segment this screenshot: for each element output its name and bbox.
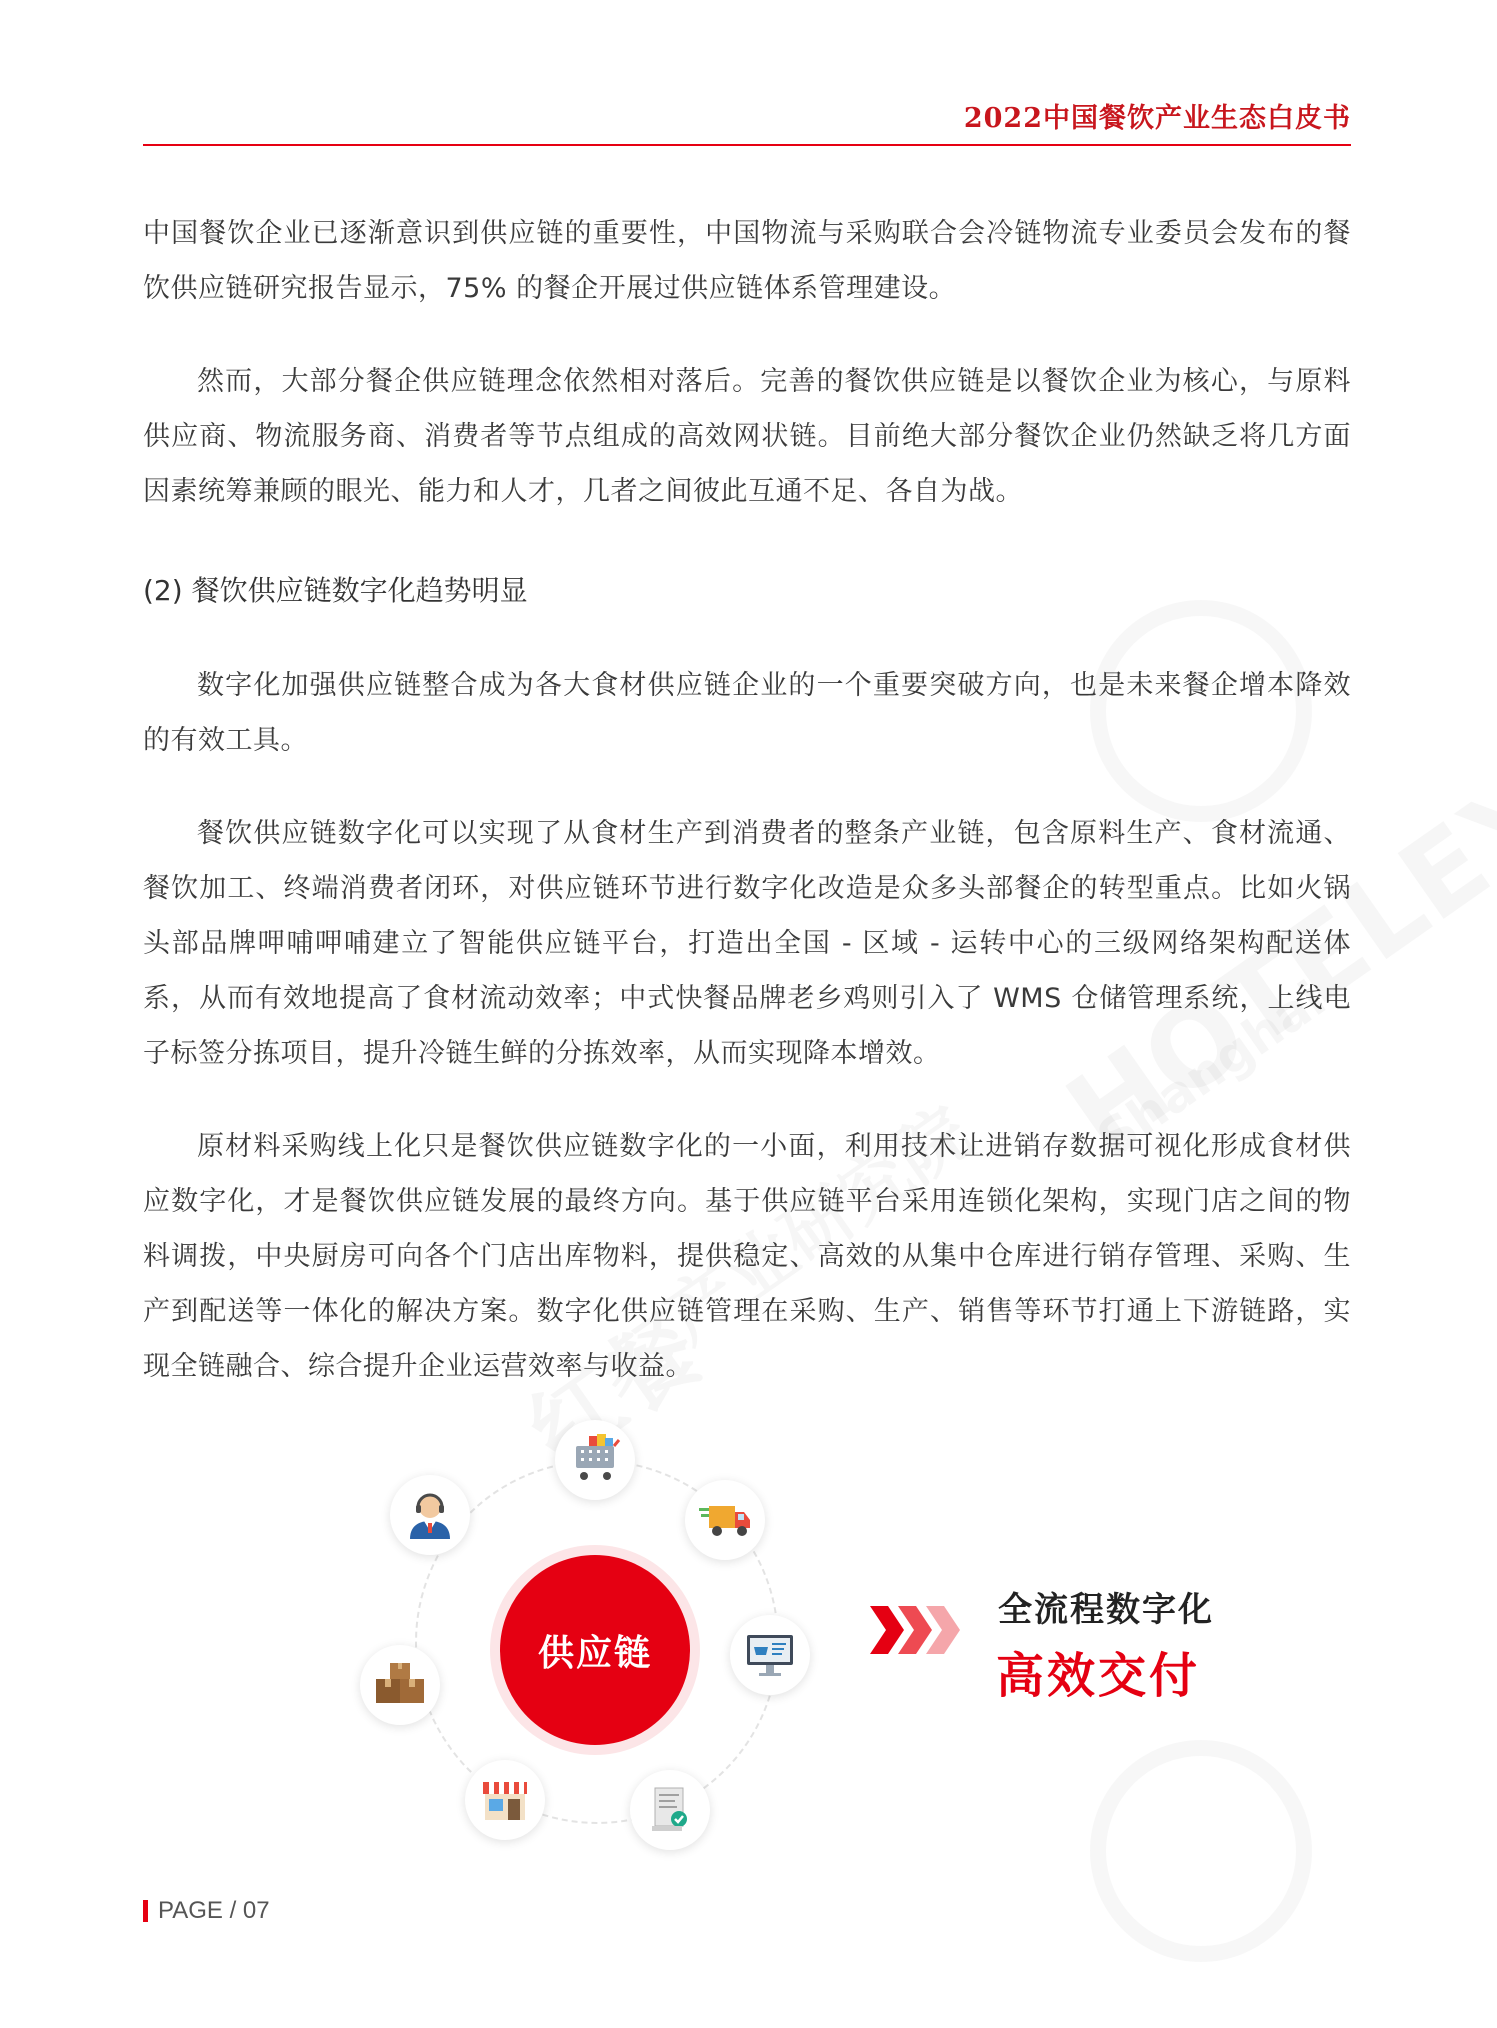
paragraph-spacer [143, 519, 1351, 563]
callout-title: 高效交付 [996, 1648, 1201, 1704]
header-divider [143, 144, 1351, 146]
diagram-node-cart [555, 1420, 635, 1500]
delivery-truck-icon [697, 1492, 753, 1548]
footer-accent-bar [143, 1900, 148, 1922]
section-heading: (2) 餐饮供应链数字化趋势明显 [143, 574, 528, 607]
paragraph: 餐饮供应链数字化可以实现了从食材生产到消费者的整条产业链，包含原料生产、食材流通、餐饮加工、终端消费者闭环，对供应链环节进行数字化改造是众多头部餐企的转型重点。比如火锅头部品牌呷哺呷哺建立了智能供应链平台，打造出全国 - 区域 - 运转中心的三级网络架构配送体系，从而有效地提高了食材流动效率；中式快餐品牌老乡鸡则引入了 WMS 仓储管理系统，上线电子标签分拣项目，提升冷链生鲜的分拣效率，从而实现降本增效。 [143, 818, 1351, 1069]
paragraph: 中国餐饮企业已逐渐意识到供应链的重要性，中国物流与采购联合会冷链物流专业委员会发布的餐饮供应链研究报告显示，75% 的餐企开展过供应链体系管理建设。 [143, 218, 1351, 304]
paragraph: 原材料采购线上化只是餐饮供应链数字化的一小面，利用技术让进销存数据可视化形成食材供应数字化，才是餐饮供应链发展的最终方向。基于供应链平台采用连锁化架构，实现门店之间的物料调拨，中央厨房可向各个门店出库物料，提供稳定、高效的从集中仓库进行销存管理、采购、生产到配送等一体化的解决方案。数字化供应链管理在采购、生产、销售等环节打通上下游链路，实现全链融合、综合提升企业运营效率与收益。 [143, 1131, 1351, 1382]
document-check-icon [642, 1782, 698, 1838]
paragraph-spacer [143, 316, 1351, 354]
diagram-node-truck [685, 1480, 765, 1560]
paragraph: 数字化加强供应链整合成为各大食材供应链企业的一个重要突破方向，也是未来餐企增本降效的有效工具。 [143, 670, 1351, 756]
callout-subtitle: 全流程数字化 [998, 1590, 1214, 1630]
page-footer [143, 1897, 270, 1925]
diagram-node-document [630, 1770, 710, 1850]
diagram-node-computer [730, 1615, 810, 1695]
diagram-node-store [465, 1760, 545, 1840]
paragraph-spacer [143, 1081, 1351, 1119]
computer-monitor-icon [742, 1627, 798, 1683]
paragraph: 然而，大部分餐企供应链理念依然相对落后。完善的餐饮供应链是以餐饮企业为核心，与原料供应商、物流服务商、消费者等节点组成的高效网状链。目前绝大部分餐饮企业仍然缺乏将几方面因素统筹兼顾的眼光、能力和人才，几者之间彼此互通不足、各自为战。 [143, 366, 1351, 507]
shopping-cart-icon [567, 1432, 623, 1488]
paragraph-spacer [143, 768, 1351, 806]
supply-chain-core: 供应链 [500, 1555, 690, 1745]
chevron-arrows-icon [868, 1600, 968, 1660]
document-header-title: 2022中国餐饮产业生态白皮书 [963, 103, 1351, 134]
main-content [143, 206, 1351, 1394]
customer-service-agent-icon [402, 1487, 458, 1543]
diagram-node-agent [390, 1475, 470, 1555]
watermark-ring [1090, 1740, 1312, 1962]
supply-chain-diagram [360, 1405, 820, 1865]
cardboard-boxes-icon [372, 1657, 428, 1713]
diagram-node-boxes [360, 1645, 440, 1725]
paragraph-spacer [143, 618, 1351, 658]
storefront-icon [477, 1772, 533, 1828]
page-number: PAGE / 07 [158, 1897, 270, 1924]
